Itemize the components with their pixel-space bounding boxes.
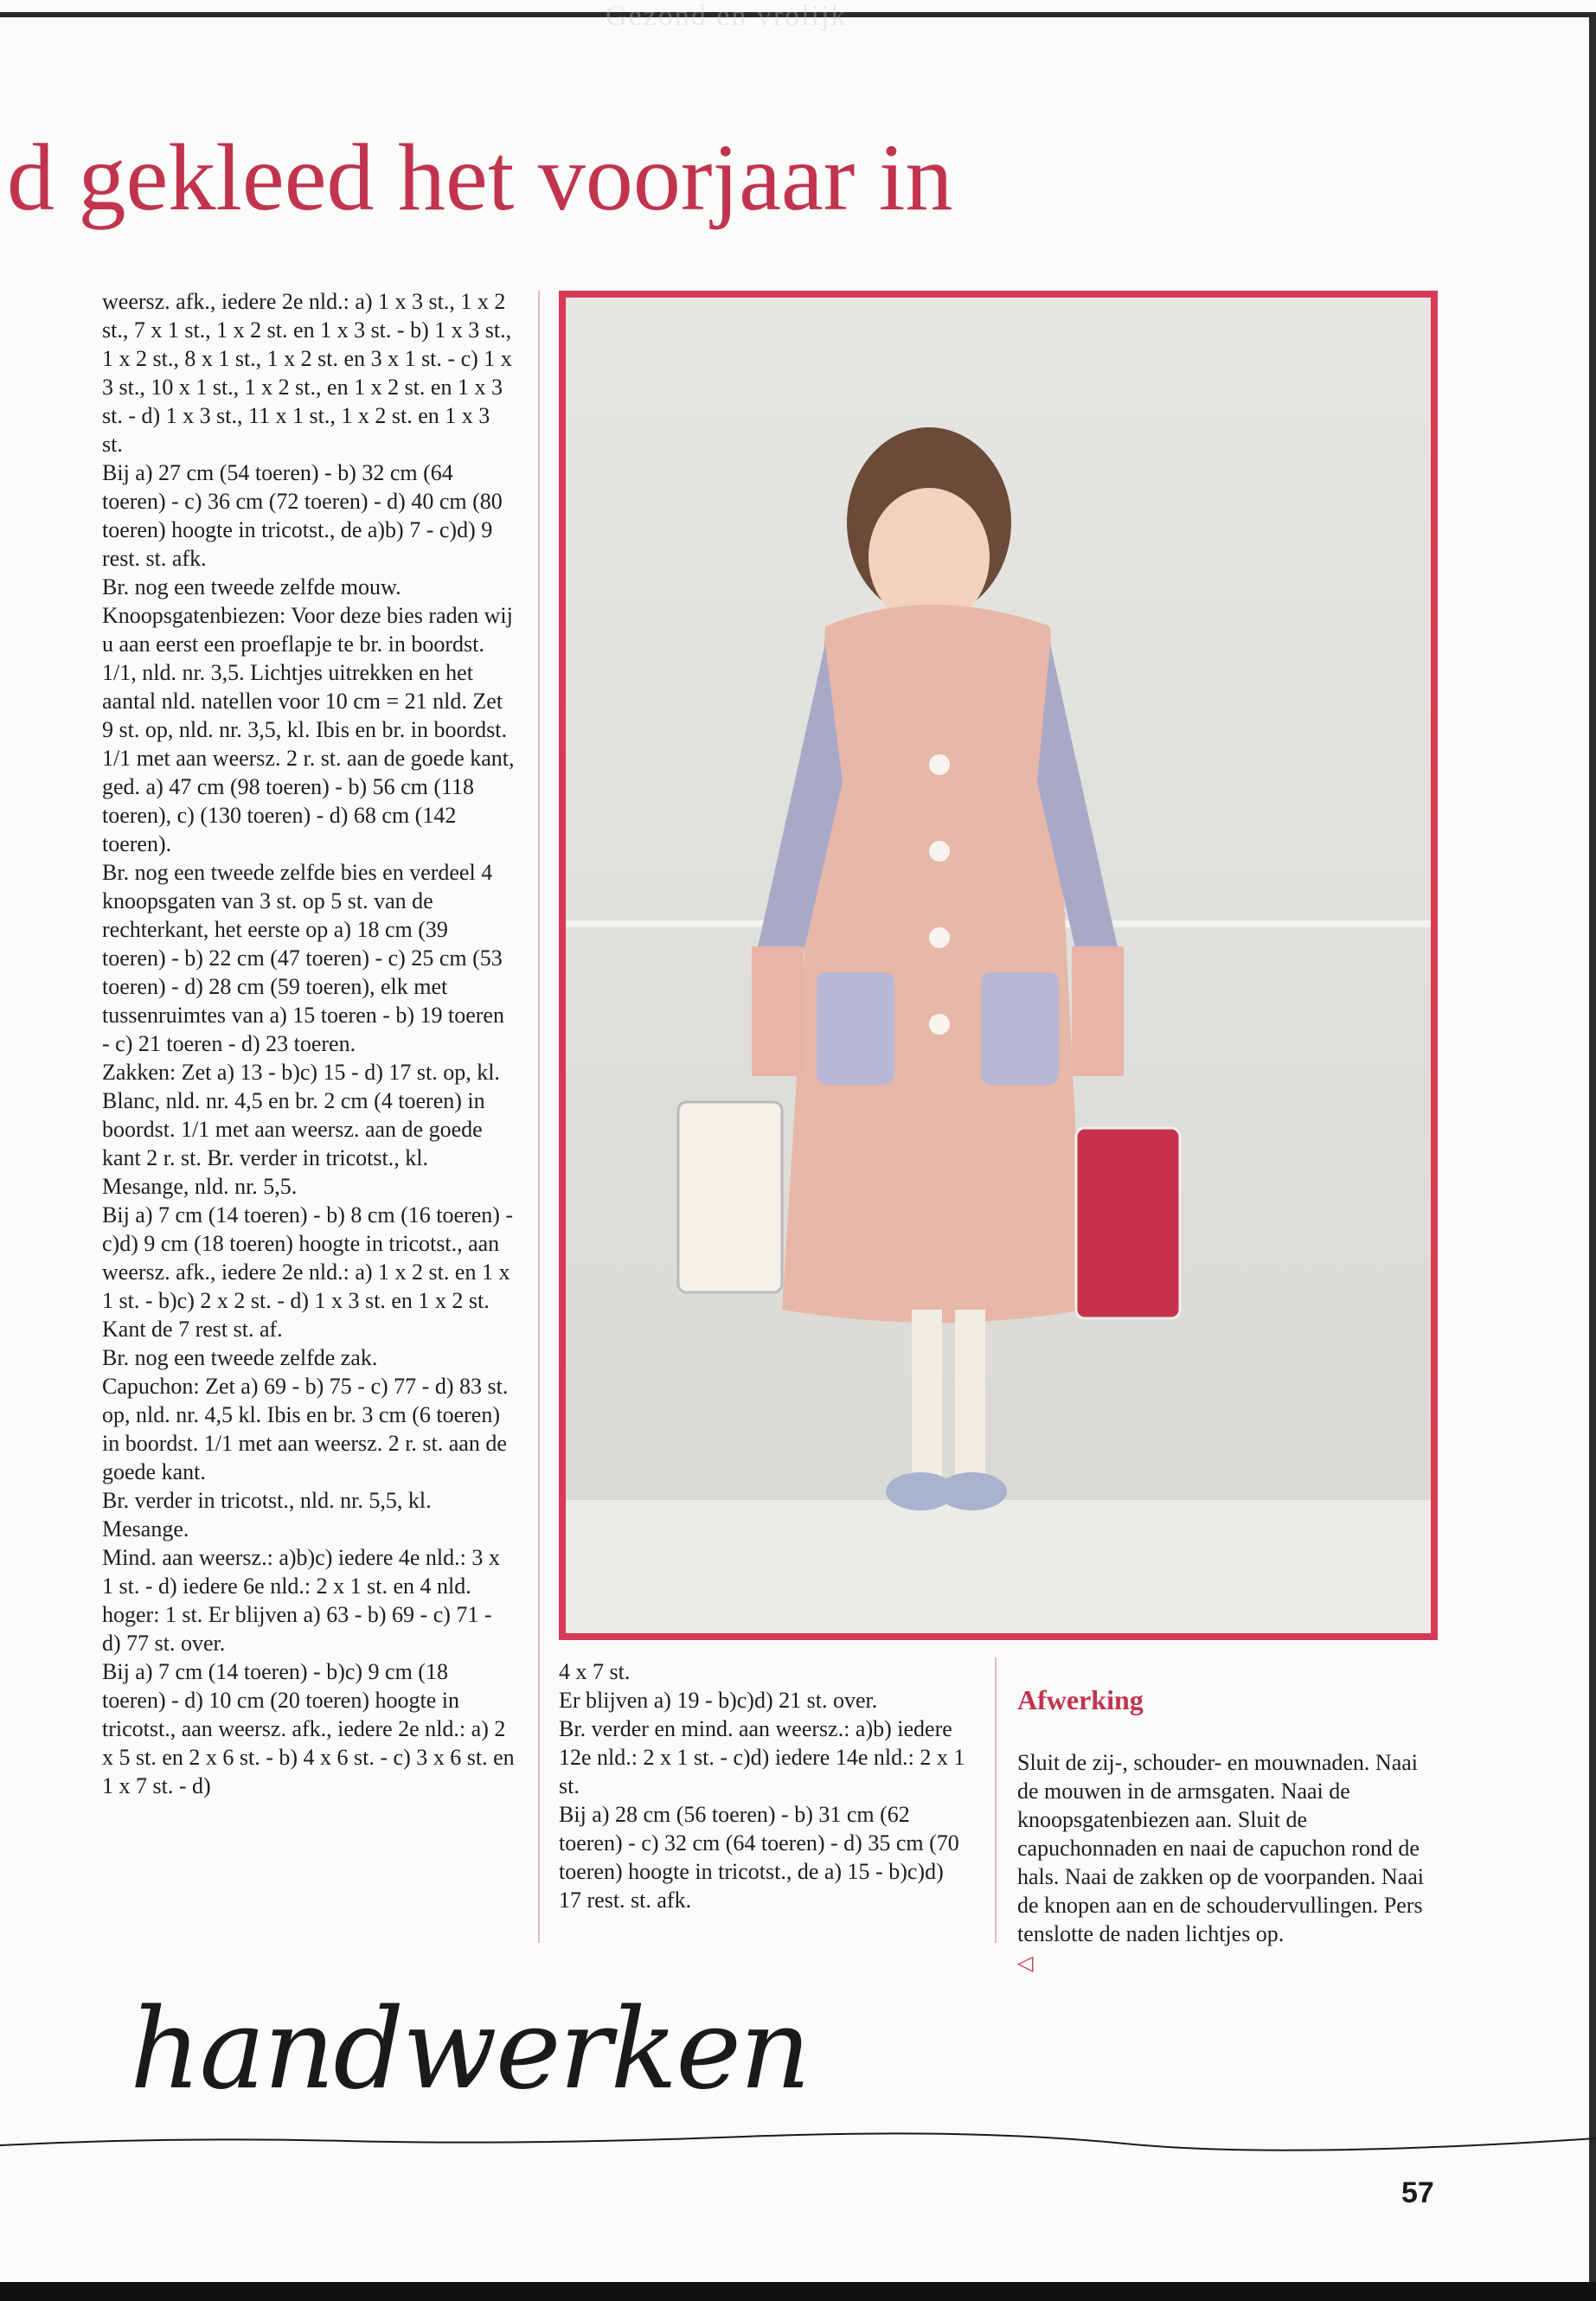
column-divider (995, 1657, 997, 1943)
instructions-column-2: 4 x 7 st. Er blijven a) 19 - b)c)d) 21 st. over. Br. verder en mind. aan weersz.: a)b) iedere 12e nld.: 2 x 1 st. - c)d) iedere 14e nld.: 2 x 1 st. Bij a) 28 cm (56 toeren) - b) 31 cm (62 toeren) - c) 32 cm (64 toeren) - d) 35 cm (70 toeren) hoogte in tricotst., de a) 15 - b)c)d) 17 rest. st. afk. (559, 1659, 965, 1913)
finishing-text: Sluit de zij-, schouder- en mouwnaden. Naai de mouwen in de armsgaten. Naai de knoopsgatenbiezen aan. Sluit de capuchonnaden en naai de capuchon rond de hals. Naai de zakken op de voorpanden. Naai de knopen aan en de schoudervullingen. Pers tenslotte de naden lichtjes op. (1017, 1750, 1424, 1946)
column-divider (538, 291, 540, 1943)
photo-frame (559, 291, 1438, 1640)
end-mark-icon: ◁ (1017, 1952, 1034, 1975)
section-logo-handwerken: handwerken (130, 1985, 810, 2114)
child-coat-photo (566, 298, 1431, 1633)
section-title-afwerking: Afwerking (1017, 1684, 1144, 1715)
instructions-column-1: weersz. afk., iedere 2e nld.: a) 1 x 3 st., 1 x 2 st., 7 x 1 st., 1 x 2 st. en 1 x 3 st. - b) 1 x 3 st., 1 x 2 st., 8 x 1 st., 1 x 2 st. en 3 x 1 st. - c) 1 x 3 st., 10 x 1 st., 1 x 2 st., en 1 x 2 st. en 1 x 3 st. - d) 1 x 3 st., 11 x 1 st., 1 x 2 st. en 1 x 3 st. Bij a) 27 cm (54 toeren) - b) 32 cm (64 toeren) - c) 36 cm (72 toeren) - d) 40 cm (80 toeren) hoogte in tricotst., de a)b) 7 - c)d) 9 rest. st. afk. Br. nog een tweede zelfde mouw. Knoopsgatenbiezen: Voor deze bies raden wij u aan eerst een proeflapje te br. in boordst. 1/1, nld. nr. 3,5. Lichtjes uitrekken en het aantal nld. natellen voor 10 cm = 21 nld. Zet 9 st. op, nld. nr. 3,5, kl. Ibis en br. in boordst. 1/1 met aan weersz. 2 r. st. aan de goede kant, ged. a) 47 cm (98 toeren) - b) 56 cm (118 toeren), c) (130 toeren) - d) 68 cm (142 toeren). Br. nog een tweede zelfde bies en verdeel 4 knoopsgaten van 3 st. op 5 st. van de rechterkant, het eerste op a) 18 cm (39 toeren) - b) 22 cm (47 toeren) - c) 25 cm (53 toeren) - d) 28 cm (59 toeren), elk met tussenruimtes van a) 15 toeren - b) 19 toeren - c) 21 toeren - d) 23 toeren. Zakken: Zet a) 13 - b)c) 15 - d) 17 st. op, kl. Blanc, nld. nr. 4,5 en br. 2 cm (4 toeren) in boordst. 1/1 met aan weersz. aan de goede kant 2 r. st. Br. verder in tricotst., kl. Mesange, nld. nr. 5,5. Bij a) 7 cm (14 toeren) - b) 8 cm (16 toeren) - c)d) 9 cm (18 toeren) hoogte in tricotst., aan weersz. afk., iedere 2e nld.: a) 1 x 2 st. en 1 x 1 st. - b)c) 2 x 2 st. - d) 1 x 3 st. en 1 x 2 st. Kant de 7 rest st. af. Br. nog een tweede zelfde zak. Capuchon: Zet a) 69 - b) 75 - c) 77 - d) 83 st. op, nld. nr. 4,5 kl. Ibis en br. 3 cm (6 toeren) in boordst. 1/1 met aan weersz. 2 r. st. aan de goede kant. Br. verder in tricotst., nld. nr. 5,5, kl. Mesange. Mind. aan weersz.: a)b)c) iedere 4e nld.: 3 x 1 st. - d) iedere 6e nld.: 2 x 1 st. en 4 nld. hoger: 1 st. Er blijven a) 63 - b) 69 - c) 71 - d) 77 st. over. Bij a) 7 cm (14 toeren) - b)c) 9 cm (18 toeren) - d) 10 cm (20 toeren) hoogte in tricotst., aan weersz. afk., iedere 2e nld.: a) 2 x 5 st. en 2 x 6 st. - b) 4 x 6 st. - c) 3 x 6 st. en 1 x 7 st. - d) (102, 289, 515, 1798)
page-headline: d gekleed het voorjaar in (7, 125, 953, 230)
footer-flourish (0, 2111, 1596, 2163)
ghost-text: Gezond en vrolijk (606, 0, 848, 32)
finishing-section (1017, 1657, 1433, 1978)
right-edge (1589, 12, 1596, 2301)
page-number: 57 (1401, 2176, 1434, 2209)
bottom-band (0, 2282, 1596, 2301)
